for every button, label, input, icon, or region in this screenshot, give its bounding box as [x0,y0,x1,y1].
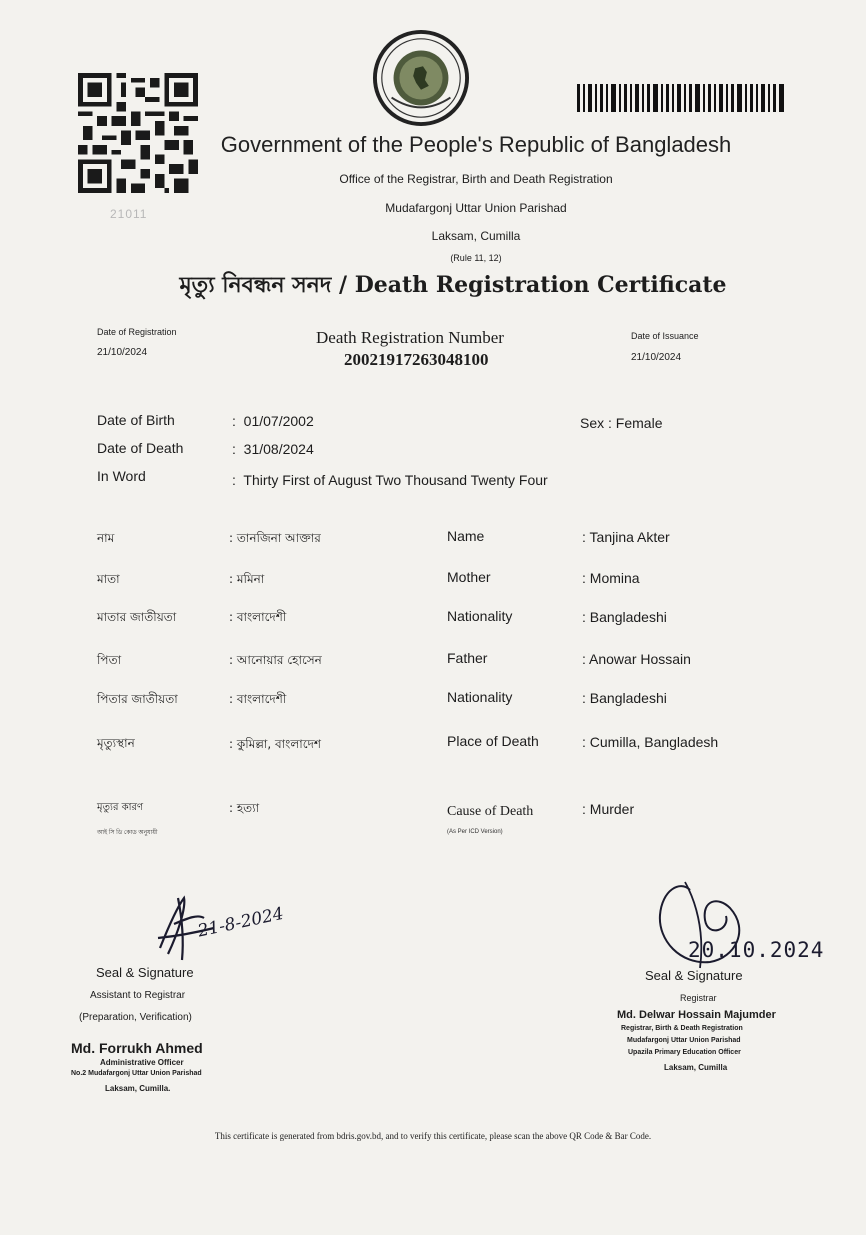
rule-reference: (Rule 11, 12) [450,253,502,263]
left-seal-title: Seal & Signature [96,965,194,980]
en-value: : Tanjina Akter [582,529,670,545]
bn-value-text: বাংলাদেশী [236,692,287,706]
bn-value: : কুমিল্লা, বাংলাদেশ [229,737,321,751]
bn-value-text: আনোয়ার হোসেন [236,653,322,667]
in-word-label: In Word [97,468,146,484]
en-value: : Bangladeshi [582,609,667,625]
bn-value: : তানজিনা আক্তার [229,531,321,545]
in-word-text: Thirty First of August Two Thousand Twenty Four [243,472,548,488]
union-name: Mudafargonj Uttar Union Parishad [385,201,567,215]
bn-label: নাম [97,531,115,545]
date-of-issuance-value: 21/10/2024 [631,352,682,363]
registration-number-value: 20021917263048100 [344,350,489,369]
right-role: Registrar [680,993,717,1003]
bn-label: পিতার জাতীয়তা [97,692,178,706]
left-signatory-name: Md. Forrukh Ahmed [71,1040,203,1056]
bn-value: : মমিনা [229,572,265,586]
cause-en-note: (As Per ICD Version) [447,829,503,835]
bn-label: মাতা [97,572,120,586]
bn-value: : আনোয়ার হোসেন [229,653,322,667]
left-role-1: Assistant to Registrar [90,990,186,1001]
en-label: Father [447,650,488,666]
cause-en-label: Cause of Death [447,804,534,819]
bn-label: মাতার জাতীয়তা [97,610,177,624]
en-label: Place of Death [447,733,539,749]
left-union: No.2 Mudafargonj Uttar Union Parishad [71,1070,202,1077]
date-of-registration-label: Date of Registration [97,327,177,337]
en-value: : Momina [582,570,640,586]
left-location: Laksam, Cumilla. [105,1084,171,1093]
en-label: Name [447,528,485,544]
date-of-registration-value: 21/10/2024 [97,347,148,358]
footer-note: This certificate is generated from bdris.gov.bd, and to verify this certificate, please scan the above QR Code & Bar Code. [214,1131,652,1141]
in-word-value: : Thirty First of August Two Thousand Twenty Four [232,472,548,488]
date-of-birth-text: 01/07/2002 [243,413,314,429]
left-role-2: (Preparation, Verification) [79,1012,192,1023]
en-label: Mother [447,569,491,585]
bn-value-text: তানজিনা আক্তার [236,531,321,545]
registrar-signature-date: 20.10.2024 [688,938,825,962]
left-designation: Administrative Officer [100,1058,184,1067]
right-line-3: Upazila Primary Education Officer [628,1049,741,1056]
bn-label: পিতা [97,653,122,667]
en-value-text: Tanjina Akter [589,529,670,545]
bn-value: : বাংলাদেশী [229,692,287,706]
en-value-text: Anowar Hossain [589,651,691,667]
en-value: : Cumilla, Bangladesh [582,734,719,750]
date-of-death-value: : 31/08/2024 [232,441,314,457]
en-value-text: Cumilla, Bangladesh [589,734,719,750]
en-value-text: Momina [589,570,640,586]
right-line-2: Mudafargonj Uttar Union Parishad [627,1037,741,1044]
en-value: : Bangladeshi [582,690,667,706]
en-value-text: Bangladeshi [589,609,667,625]
right-seal-title: Seal & Signature [645,968,743,983]
cause-bn-label: মৃত্যুর কারণ [97,802,144,813]
date-of-birth-value: : 01/07/2002 [232,413,314,429]
assistant-signature-date: 21-8-2024 [196,903,286,942]
cause-bn-note: আই সি ডি কোড অনুযায়ী [97,830,158,836]
date-of-death-text: 31/08/2024 [243,441,314,457]
right-signatory-name: Md. Delwar Hossain Majumder [617,1009,776,1021]
qr-caption: 21011 [110,207,148,221]
right-line-4: Laksam, Cumilla [664,1063,728,1072]
right-line-1: Registrar, Birth & Death Registration [621,1025,743,1032]
bn-value-text: মমিনা [236,572,265,586]
certificate-title: মৃত্যু নিবন্ধন সনদ / Death Registration Certificate [179,272,727,298]
en-value: : Anowar Hossain [582,651,691,667]
cause-en-value: : Murder [582,801,635,817]
bn-value-text: কুমিল্লা, বাংলাদেশ [236,737,321,751]
date-of-death-label: Date of Death [97,440,184,456]
barcode[interactable] [577,84,787,112]
bn-value: : বাংলাদেশী [229,610,287,624]
government-title: Government of the People's Republic of Bangladesh [220,132,732,157]
en-value-text: Bangladeshi [589,690,667,706]
registration-number-label: Death Registration Number [316,328,504,347]
en-label: Nationality [447,608,513,624]
office-title: Office of the Registrar, Birth and Death Registration [339,172,613,186]
location-name: Laksam, Cumilla [431,229,521,243]
bn-label: মৃত্যুস্থান [97,736,135,750]
sex-value: Sex : Female [580,415,663,431]
cause-bn-value: : হত্যা [229,801,260,815]
date-of-issuance-label: Date of Issuance [631,331,699,341]
en-label: Nationality [447,689,513,705]
cause-en-value-text: Murder [589,801,635,817]
date-of-birth-label: Date of Birth [97,412,175,428]
cause-bn-value-text: হত্যা [236,801,260,815]
bn-value-text: বাংলাদেশী [236,610,287,624]
government-seal-icon [372,29,470,127]
